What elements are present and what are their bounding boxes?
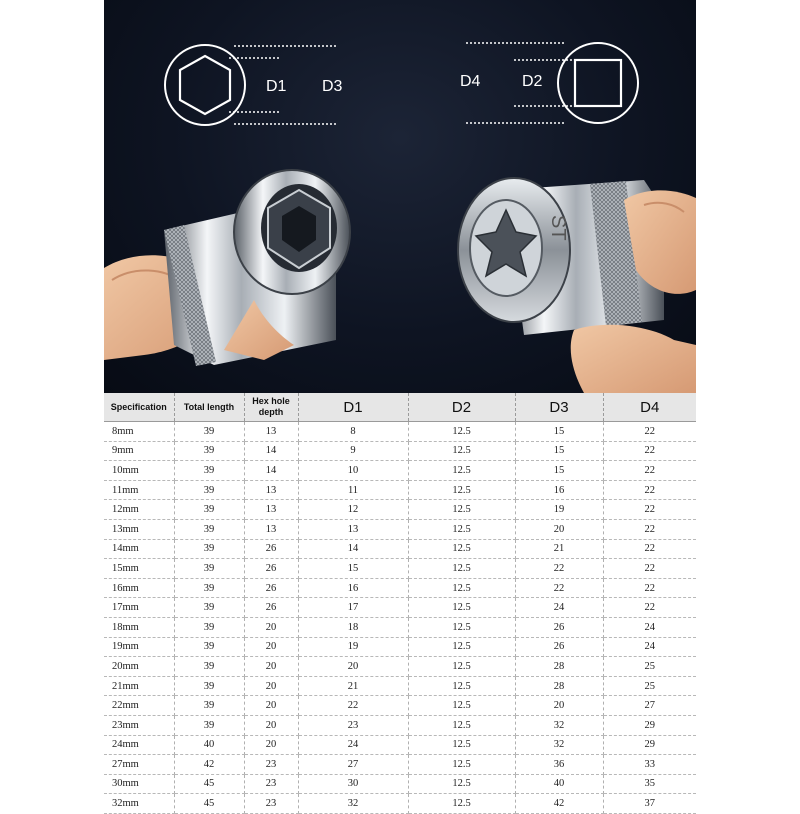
- table-row: [104, 755, 696, 775]
- cell-specification: 21mm: [104, 676, 174, 696]
- cell-d2: 12.5: [408, 559, 515, 579]
- cell-hex-hole-depth: 26: [244, 539, 298, 559]
- cell-total-length: 39: [174, 480, 244, 500]
- cell-hex-hole-depth: 20: [244, 696, 298, 716]
- header-total-length: Total length: [174, 393, 244, 422]
- cell-hex-hole-depth: 20: [244, 637, 298, 657]
- cell-d4: 25: [603, 676, 696, 696]
- cell-d1: 14: [298, 539, 408, 559]
- square-drive-diagram: [466, 43, 638, 123]
- table-row: [104, 461, 696, 481]
- cell-total-length: 39: [174, 519, 244, 539]
- cell-total-length: 39: [174, 715, 244, 735]
- cell-d3: 24: [515, 598, 603, 618]
- cell-d3: 20: [515, 696, 603, 716]
- specification-table: [104, 393, 696, 814]
- product-photo: [104, 0, 696, 393]
- cell-specification: 8mm: [104, 422, 174, 442]
- socket-illustration: [104, 0, 696, 393]
- cell-d2: 12.5: [408, 735, 515, 755]
- table-row: [104, 539, 696, 559]
- cell-specification: 14mm: [104, 539, 174, 559]
- table-row: [104, 519, 696, 539]
- cell-total-length: 39: [174, 500, 244, 520]
- cell-d3: 19: [515, 500, 603, 520]
- table-row: [104, 794, 696, 814]
- cell-total-length: 45: [174, 774, 244, 794]
- table-row: [104, 500, 696, 520]
- cell-d4: 22: [603, 539, 696, 559]
- cell-d2: 12.5: [408, 578, 515, 598]
- cell-hex-hole-depth: 26: [244, 578, 298, 598]
- header-d1: D1: [298, 393, 408, 422]
- cell-d4: 24: [603, 637, 696, 657]
- cell-d2: 12.5: [408, 500, 515, 520]
- d1-label: D1: [266, 78, 287, 95]
- cell-d2: 12.5: [408, 539, 515, 559]
- cell-d3: 42: [515, 794, 603, 814]
- cell-d3: 20: [515, 519, 603, 539]
- cell-hex-hole-depth: 23: [244, 755, 298, 775]
- cell-d2: 12.5: [408, 637, 515, 657]
- cell-d3: 22: [515, 559, 603, 579]
- cell-d4: 37: [603, 794, 696, 814]
- table-row: [104, 735, 696, 755]
- cell-hex-hole-depth: 13: [244, 480, 298, 500]
- cell-d3: 16: [515, 480, 603, 500]
- cell-d1: 23: [298, 715, 408, 735]
- cell-d4: 22: [603, 578, 696, 598]
- cell-d1: 17: [298, 598, 408, 618]
- cell-d4: 33: [603, 755, 696, 775]
- cell-hex-hole-depth: 14: [244, 461, 298, 481]
- cell-d2: 12.5: [408, 441, 515, 461]
- cell-d1: 27: [298, 755, 408, 775]
- cell-specification: 30mm: [104, 774, 174, 794]
- table-row: [104, 657, 696, 677]
- spec-sheet: [104, 0, 696, 810]
- cell-specification: 10mm: [104, 461, 174, 481]
- cell-hex-hole-depth: 23: [244, 794, 298, 814]
- cell-total-length: 42: [174, 755, 244, 775]
- header-d4: D4: [603, 393, 696, 422]
- cell-hex-hole-depth: 20: [244, 617, 298, 637]
- table-row: [104, 578, 696, 598]
- table-row: [104, 559, 696, 579]
- cell-d3: 22: [515, 578, 603, 598]
- cell-d3: 32: [515, 715, 603, 735]
- cell-d2: 12.5: [408, 480, 515, 500]
- cell-d4: 22: [603, 422, 696, 442]
- cell-d2: 12.5: [408, 519, 515, 539]
- cell-hex-hole-depth: 13: [244, 519, 298, 539]
- d2-label: D2: [522, 73, 543, 90]
- cell-d1: 21: [298, 676, 408, 696]
- cell-specification: 18mm: [104, 617, 174, 637]
- cell-specification: 32mm: [104, 794, 174, 814]
- table-row: [104, 715, 696, 735]
- table-header-row: [104, 393, 696, 422]
- table-row: [104, 676, 696, 696]
- cell-d2: 12.5: [408, 715, 515, 735]
- cell-total-length: 39: [174, 539, 244, 559]
- cell-d1: 16: [298, 578, 408, 598]
- cell-d2: 12.5: [408, 422, 515, 442]
- header-d3: D3: [515, 393, 603, 422]
- header-d2: D2: [408, 393, 515, 422]
- cell-d1: 13: [298, 519, 408, 539]
- cell-d1: 20: [298, 657, 408, 677]
- header-hex-hole-depth: Hex hole depth: [244, 393, 298, 422]
- hex-diagram: [165, 45, 336, 125]
- cell-d1: 22: [298, 696, 408, 716]
- cell-d2: 12.5: [408, 617, 515, 637]
- cell-total-length: 39: [174, 441, 244, 461]
- cell-d1: 18: [298, 617, 408, 637]
- cell-total-length: 39: [174, 617, 244, 637]
- cell-total-length: 39: [174, 461, 244, 481]
- cell-specification: 11mm: [104, 480, 174, 500]
- table-row: [104, 480, 696, 500]
- cell-hex-hole-depth: 20: [244, 715, 298, 735]
- svg-text:ST: ST: [547, 215, 569, 241]
- cell-d4: 22: [603, 480, 696, 500]
- cell-d2: 12.5: [408, 696, 515, 716]
- cell-d3: 36: [515, 755, 603, 775]
- cell-d3: 32: [515, 735, 603, 755]
- cell-specification: 23mm: [104, 715, 174, 735]
- cell-d4: 22: [603, 461, 696, 481]
- table-body: [104, 422, 696, 814]
- cell-total-length: 40: [174, 735, 244, 755]
- cell-specification: 13mm: [104, 519, 174, 539]
- table-row: [104, 422, 696, 442]
- cell-d1: 24: [298, 735, 408, 755]
- d4-label: D4: [460, 73, 481, 90]
- cell-hex-hole-depth: 20: [244, 735, 298, 755]
- cell-specification: 20mm: [104, 657, 174, 677]
- cell-d4: 22: [603, 559, 696, 579]
- cell-hex-hole-depth: 20: [244, 676, 298, 696]
- cell-d1: 30: [298, 774, 408, 794]
- cell-d3: 15: [515, 461, 603, 481]
- cell-d1: 10: [298, 461, 408, 481]
- table-row: [104, 598, 696, 618]
- d3-label: D3: [322, 78, 343, 95]
- cell-total-length: 45: [174, 794, 244, 814]
- table-row: [104, 441, 696, 461]
- table-row: [104, 774, 696, 794]
- cell-d2: 12.5: [408, 794, 515, 814]
- cell-d4: 25: [603, 657, 696, 677]
- cell-d4: 22: [603, 500, 696, 520]
- cell-d3: 26: [515, 637, 603, 657]
- cell-hex-hole-depth: 23: [244, 774, 298, 794]
- cell-d4: 24: [603, 617, 696, 637]
- cell-total-length: 39: [174, 559, 244, 579]
- cell-specification: 22mm: [104, 696, 174, 716]
- cell-specification: 12mm: [104, 500, 174, 520]
- cell-d1: 32: [298, 794, 408, 814]
- table-row: [104, 696, 696, 716]
- cell-d1: 8: [298, 422, 408, 442]
- cell-total-length: 39: [174, 422, 244, 442]
- cell-d3: 40: [515, 774, 603, 794]
- cell-hex-hole-depth: 13: [244, 500, 298, 520]
- cell-hex-hole-depth: 26: [244, 598, 298, 618]
- cell-d4: 27: [603, 696, 696, 716]
- cell-total-length: 39: [174, 657, 244, 677]
- cell-d3: 28: [515, 676, 603, 696]
- cell-d3: 15: [515, 441, 603, 461]
- cell-total-length: 39: [174, 676, 244, 696]
- table-row: [104, 617, 696, 637]
- cell-d2: 12.5: [408, 755, 515, 775]
- cell-d3: 15: [515, 422, 603, 442]
- cell-specification: 24mm: [104, 735, 174, 755]
- cell-d4: 22: [603, 519, 696, 539]
- cell-d1: 15: [298, 559, 408, 579]
- cell-specification: 16mm: [104, 578, 174, 598]
- cell-specification: 19mm: [104, 637, 174, 657]
- cell-specification: 17mm: [104, 598, 174, 618]
- cell-total-length: 39: [174, 578, 244, 598]
- cell-specification: 15mm: [104, 559, 174, 579]
- cell-hex-hole-depth: 26: [244, 559, 298, 579]
- header-specification: Specification: [104, 393, 174, 422]
- cell-hex-hole-depth: 20: [244, 657, 298, 677]
- cell-d4: 35: [603, 774, 696, 794]
- cell-d4: 29: [603, 715, 696, 735]
- cell-d2: 12.5: [408, 657, 515, 677]
- left-socket-photo: [104, 170, 350, 366]
- cell-d1: 12: [298, 500, 408, 520]
- cell-d1: 11: [298, 480, 408, 500]
- right-socket-photo: [458, 178, 696, 393]
- cell-d1: 19: [298, 637, 408, 657]
- cell-d4: 22: [603, 598, 696, 618]
- cell-d3: 21: [515, 539, 603, 559]
- cell-d2: 12.5: [408, 676, 515, 696]
- cell-d3: 26: [515, 617, 603, 637]
- cell-specification: 27mm: [104, 755, 174, 775]
- cell-total-length: 39: [174, 637, 244, 657]
- table-row: [104, 637, 696, 657]
- cell-d4: 22: [603, 441, 696, 461]
- cell-d2: 12.5: [408, 774, 515, 794]
- cell-specification: 9mm: [104, 441, 174, 461]
- cell-total-length: 39: [174, 696, 244, 716]
- cell-d3: 28: [515, 657, 603, 677]
- cell-d2: 12.5: [408, 461, 515, 481]
- cell-d4: 29: [603, 735, 696, 755]
- cell-d1: 9: [298, 441, 408, 461]
- cell-hex-hole-depth: 14: [244, 441, 298, 461]
- cell-d2: 12.5: [408, 598, 515, 618]
- cell-total-length: 39: [174, 598, 244, 618]
- cell-hex-hole-depth: 13: [244, 422, 298, 442]
